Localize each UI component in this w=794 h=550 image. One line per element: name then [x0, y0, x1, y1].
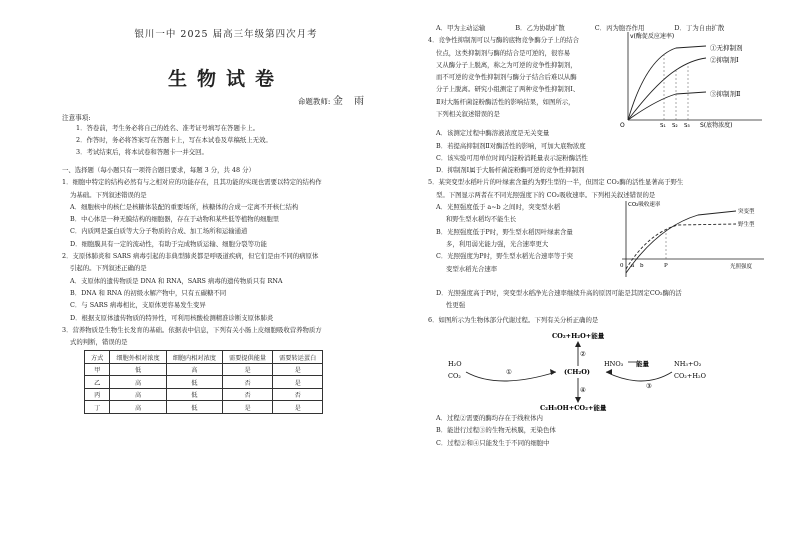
diagram-center-label: (CH₂O): [564, 367, 590, 376]
question-5-option: A．光照强度低于 a~b 之间时，突变型水稻: [436, 203, 561, 212]
enzyme-rate-chart: [616, 28, 766, 128]
question-4-option: D．抑制剂Ⅰ属于大肠杆菌淀粉酶可逆的竞争性抑制剂: [436, 166, 585, 175]
left-column: [62, 26, 390, 414]
table-row: [85, 376, 323, 389]
table-cell: 乙: [85, 376, 110, 389]
table-cell: 是: [273, 363, 323, 376]
table-header: 需要提供能量: [223, 351, 273, 364]
diagram-top-label: CO₂+H₂O+能量: [552, 331, 605, 340]
table-header: 细胞内相对浓度: [166, 351, 222, 364]
notes-title: 注意事项:: [62, 114, 91, 122]
diagram-bottom-label: C₂H₅OH+CO₂+能量: [540, 403, 607, 412]
question-1-option: B．中心体是一种无膜结构的细胞器，存在于动物和某些低等植物的细胞里: [70, 215, 280, 224]
table-cell: 丁: [85, 401, 110, 414]
question-4-option: C．该实验可用单位时间内淀粉消耗量表示淀粉酶活性: [436, 153, 588, 162]
table-cell: 高: [110, 388, 166, 401]
tick-label: a: [631, 263, 635, 270]
x-axis-label: 光照强度: [730, 264, 753, 271]
table-cell: 甲: [85, 363, 110, 376]
question-3-stem: 式的判断，错误的是: [70, 338, 128, 347]
table-cell: 高: [110, 376, 166, 389]
question-5-option: 变型水稻光合速率: [446, 264, 498, 273]
arrow-head: [550, 369, 556, 375]
curve-label: ②抑制剂Ⅰ: [710, 56, 739, 65]
question-4-line: Ⅱ对大肠杆菌淀粉酶活性的影响结果，如图所示，: [436, 97, 575, 106]
diagram-right-label: NH₃+O₂: [674, 359, 702, 368]
question-1-option: C．内质网是蛋白质等大分子物质的合成、加工场所和运输通道: [70, 227, 248, 236]
diagram-left-label: CO₂: [448, 371, 461, 380]
author-label: 命题教师:: [297, 97, 331, 106]
diagram-energy-label: 能量: [636, 359, 649, 368]
question-4-option: A．该测定过程中酶溶液浓度是无关变量: [436, 129, 550, 138]
question-5-option: C．光照强度为P时，野生型水稻光合速率等于突: [436, 252, 574, 261]
question-3-option: B．乙为协助扩散: [515, 24, 565, 32]
exam-title: 生物试卷: [167, 68, 284, 90]
table-cell: 是: [223, 401, 273, 414]
note-item: 1．答卷前，考生务必将自己的姓名、准考证号填写在答题卡上。: [76, 124, 260, 132]
tick-label: P: [664, 263, 668, 270]
table-header: 细胞外相对浓度: [110, 351, 166, 364]
curve-label: ①无抑制剂: [710, 44, 743, 53]
question-5-stem: 5．某突变型水稻叶片的叶绿素含量约为野生型的一半，但固定 CO₂酶的活性显著高于野生: [428, 178, 684, 187]
arrow-head: [575, 397, 581, 403]
curve-inhibitor-1: [628, 58, 706, 120]
series-label: 野生型: [738, 222, 755, 229]
question-6-option: B．能进行过程③的生物无核膜，无染色体: [436, 426, 556, 435]
question-1-stem: 1．细胞中特定的结构必然有与之相对应的功能存在，且其功能的实现也需要以特定的结构作: [62, 178, 322, 187]
y-axis-label: CO₂吸收速率: [628, 202, 661, 209]
question-5-block: [428, 201, 766, 287]
question-3-stem: 3．营养物质是生物生长发育的基础。依据表中信息，下列有关小肠上皮细胞吸收营养物质方: [62, 325, 322, 334]
table-cell: 低: [166, 388, 222, 401]
question-4-line: 又从酶分子上脱离，称之为可逆的竞争性抑制剂，: [436, 60, 577, 69]
question-3-option: C．丙为胞吞作用: [594, 24, 645, 32]
question-4-line: 而不可逆的竞争性抑制剂与酶分子结合后难以从酶: [436, 73, 577, 82]
table-cell: 低: [166, 401, 222, 414]
question-6-stem: 6．如图所示为生物体部分代谢过程。下列有关分析正确的是: [428, 315, 599, 324]
table-cell: 是: [273, 376, 323, 389]
nutrient-table: [84, 350, 323, 414]
x-axis-label: S(底物浓度): [700, 122, 733, 129]
curve-no-inhibitor: [628, 46, 706, 120]
question-5-option: 和野生型水稻均不能生长: [446, 215, 517, 224]
note-item: 3．考试结束后，将本试卷和答题卡一并交回。: [76, 148, 208, 156]
co2-uptake-chart: [618, 197, 766, 281]
table-cell: 否: [223, 388, 273, 401]
table-row: [85, 388, 323, 401]
tick-label: S₂: [672, 123, 678, 129]
table-header-row: [85, 351, 323, 364]
question-2-option: D．根据支原体遗传物质的特异性，可利用核酸检测精准诊断支原体肺炎: [70, 313, 274, 322]
question-4-line: 下列相关叙述错误的是: [436, 110, 500, 119]
origin-label: O: [620, 122, 625, 129]
table-row: [85, 363, 323, 376]
curve-label: ③抑制剂Ⅱ: [710, 90, 741, 99]
right-column: [428, 26, 766, 449]
question-4-line: 位点，这类抑制剂与酶的结合是可逆的，很容易: [436, 48, 571, 57]
tick-label: S₃: [684, 123, 690, 129]
table-cell: 高: [166, 363, 222, 376]
y-axis-label: v(酶促反应速率): [630, 33, 675, 41]
step-label: ③: [646, 381, 652, 390]
step-label: ④: [580, 385, 586, 394]
table-cell: 是: [273, 401, 323, 414]
question-1-stem: 为基础。下列叙述错误的是: [70, 190, 147, 199]
curve-inhibitor-2: [628, 92, 706, 120]
question-6-option: C．过程②和④只能发生于不同的细胞中: [436, 438, 550, 447]
table-cell: 是: [223, 363, 273, 376]
question-5-option: D．光照强度高于P时，突变型水稻净光合速率继续升高的原因可能是其固定CO₂酶的活: [436, 289, 682, 298]
question-5-stem: 型。下图显示两者在不同光照强度下的 CO₂吸收速率。下列相关叙述错误的是: [436, 190, 656, 199]
diagram-left-label: H₂O: [448, 359, 462, 368]
table-cell: 否: [273, 388, 323, 401]
table-cell: 否: [223, 376, 273, 389]
table-header: 方式: [85, 351, 110, 364]
question-1-option: D．细胞膜具有一定的流动性，有助于完成物质运输、细胞分裂等功能: [70, 239, 267, 248]
diagram-hno3-label: HNO₃: [604, 359, 624, 368]
series-label: 突变型: [738, 209, 755, 216]
table-cell: 高: [110, 401, 166, 414]
question-4-stem: [428, 34, 608, 120]
question-2-option: C．与 SARS 病毒相比，支原体更容易发生变异: [70, 301, 206, 310]
question-2-stem: 2．支原体肺炎和 SARS 病毒引起的非典型肺炎都是呼吸道疾病，但它们是由不同的病原体: [62, 252, 319, 261]
question-4-line: 分子上脱离。研究小组测定了两种竞争性抑制剂Ⅰ、: [436, 85, 580, 94]
section-heading: 一、选择题（每小题只有一项符合题目要求，每题 3 分，共 48 分）: [62, 166, 255, 174]
question-4-option: B．若提高抑制剂Ⅱ对酶活性的影响，可加大底物浓度: [436, 141, 586, 150]
arrow-head: [606, 369, 612, 375]
arrow-head: [575, 341, 581, 347]
diagram-right-label: CO₂+H₂O: [674, 371, 706, 380]
author-line: [62, 92, 390, 106]
question-3-option: A．甲为主动运输: [436, 24, 486, 32]
table-cell: 低: [166, 376, 222, 389]
table-cell: 低: [110, 363, 166, 376]
table-cell: 丙: [85, 388, 110, 401]
question-5-option: B．光照强度低于P时，野生型水稻因叶绿素含量: [436, 227, 573, 236]
question-2-option: A．支原体的遗传物质是 DNA 和 RNA，SARS 病毒的遗传物质只有 RNA: [70, 276, 283, 285]
question-2-stem: 引起的。下列叙述正确的是: [70, 264, 147, 273]
school-header: 银川一中 2025 届高三年级第四次月考: [134, 29, 318, 40]
note-item: 2．作答时，务必将答案写在答题卡上，写在本试卷及草稿纸上无效。: [76, 136, 272, 144]
tick-label: b: [640, 263, 644, 270]
step-label: ②: [580, 349, 586, 358]
question-1-option: A．细胞核中的核仁是核糖体装配的重要场所，核糖体的合成一定离不开核仁结构: [70, 202, 299, 211]
question-5-option: 性更强: [446, 301, 466, 310]
arrow-step-3: [606, 372, 672, 381]
tick-label: S₁: [660, 123, 666, 129]
table-header: 需要转运蛋白: [273, 351, 323, 364]
metabolism-diagram: [428, 328, 766, 412]
tick-label: 0: [620, 263, 624, 270]
author-name: 金 雨: [332, 96, 368, 107]
question-5-options: [428, 201, 614, 275]
step-label: ①: [506, 367, 512, 376]
question-5-option: 多，利用弱光能力强，光合速率更大: [446, 239, 549, 248]
question-4-block: [428, 34, 766, 127]
question-4-line: 4．竞争性抑制剂可以与酶的底物竞争酶分子上的结合: [428, 36, 580, 45]
question-3-option: D．丁为自由扩散: [674, 24, 725, 32]
table-row: [85, 401, 323, 414]
question-2-option: B．DNA 和 RNA 的初级水解产物中，只有五碳糖不同: [70, 288, 227, 297]
question-6-option: A．过程②需要的酶均存在于线粒体内: [436, 413, 543, 422]
